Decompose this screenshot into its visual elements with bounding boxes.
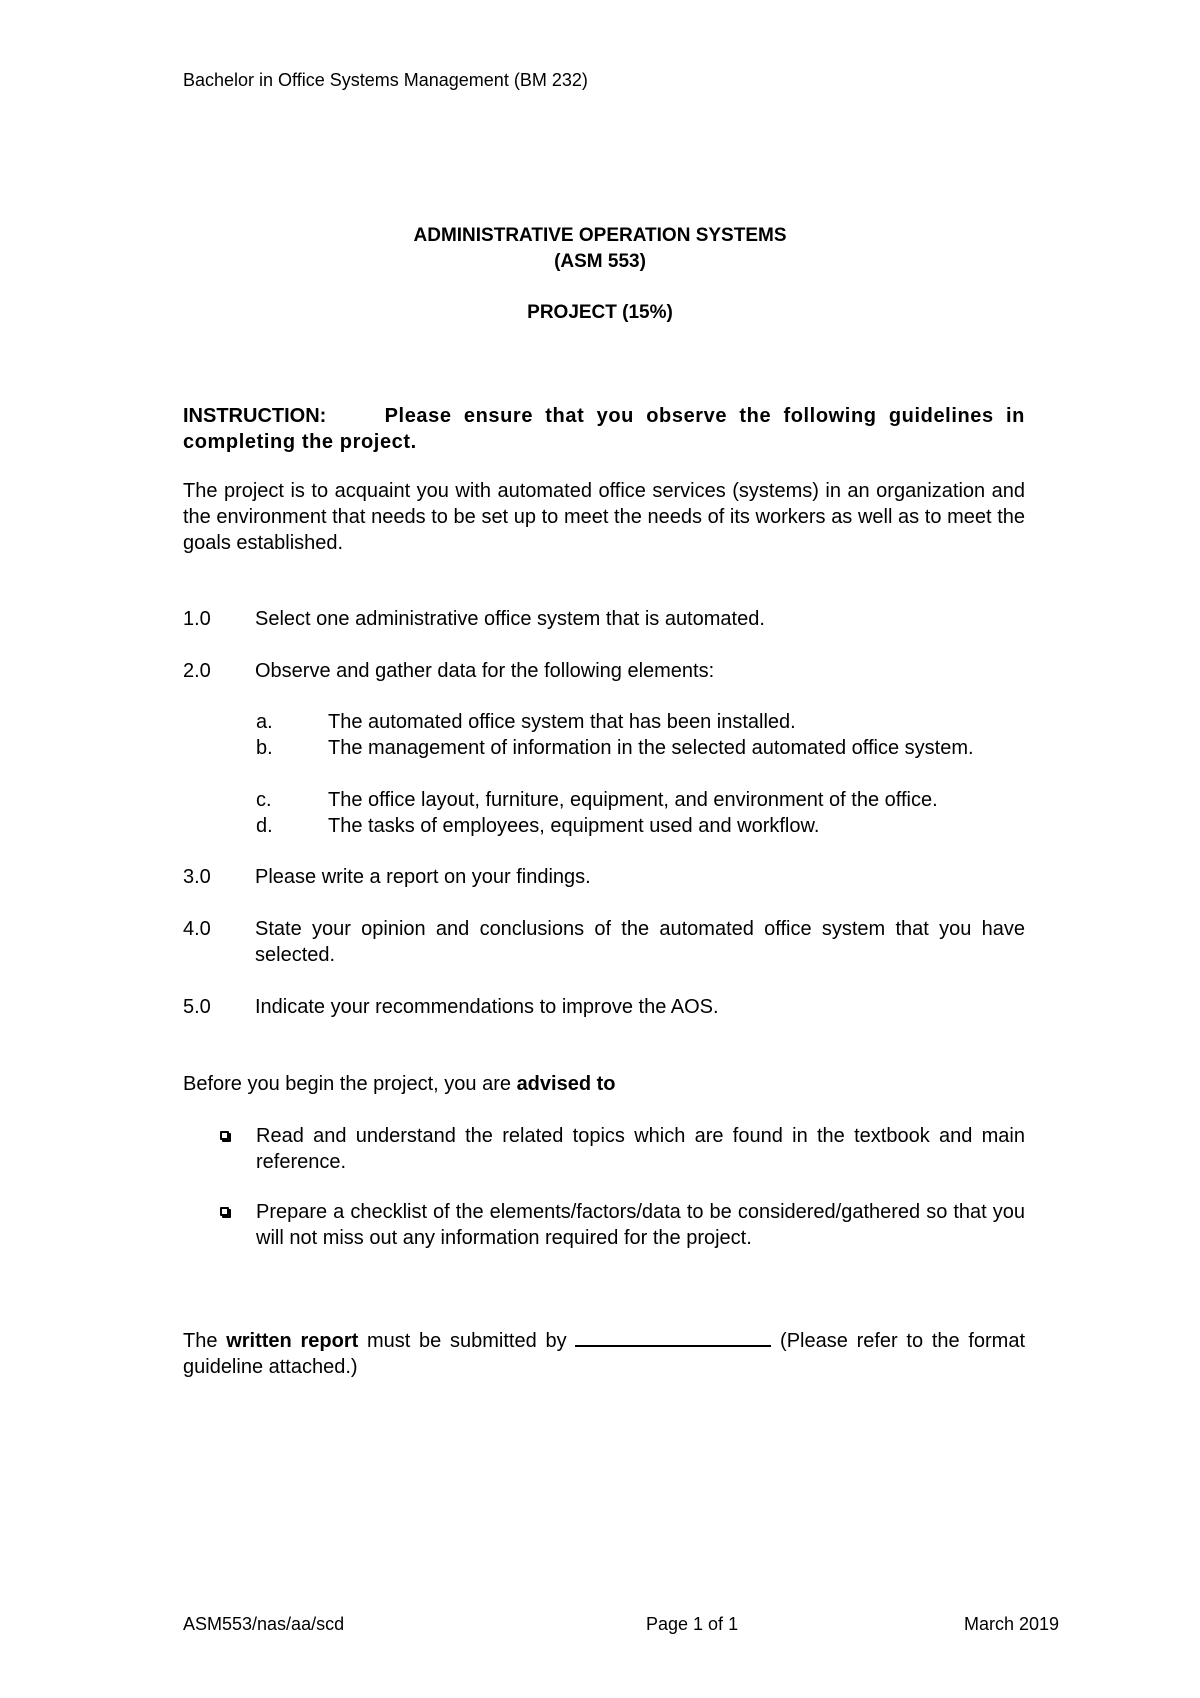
document-title: ADMINISTRATIVE OPERATION SYSTEMS	[413, 225, 787, 246]
item-number: 3.0	[183, 866, 211, 888]
sub-item-text: The automated office system that has been installed.	[328, 711, 796, 733]
submission-prefix: The	[183, 1330, 218, 1352]
bullet-item	[220, 1123, 1025, 1175]
item-number: 4.0	[183, 918, 211, 940]
instruction-text: Please ensure that you observe the following guidelines in completing the project.	[183, 405, 1025, 453]
footer-page-number: Page 1 of 1	[646, 1614, 739, 1634]
bullet-text: Prepare a checklist of the elements/factors/data to be considered/gathered so that you will not miss out any information required for the project.	[256, 1201, 1025, 1249]
course-code: (ASM 553)	[554, 251, 646, 272]
sub-item-text: The management of information in the selected automated office system.	[328, 737, 974, 759]
sub-list-item	[256, 709, 1025, 735]
item-text: Observe and gather data for the following elements:	[255, 660, 715, 682]
item-number: 5.0	[183, 996, 211, 1018]
checkbox-bullet-icon	[220, 1199, 256, 1251]
instruction-paragraph	[183, 403, 1025, 455]
submission-paragraph	[183, 1327, 1025, 1380]
date-blank-line	[575, 1327, 771, 1347]
intro-paragraph: The project is to acquaint you with automated office services (systems) in an organization and the environment that needs to be set up to meet the needs of its workers as well as to meet the goals established.	[183, 480, 1025, 554]
item-text: State your opinion and conclusions of the automated office system that you have selected.	[255, 918, 1025, 966]
bullet-text: Read and understand the related topics which are found in the textbook and main reference.	[256, 1125, 1025, 1173]
item-number: 2.0	[183, 660, 211, 682]
sub-list-item	[256, 813, 1025, 839]
list-item	[183, 916, 1025, 968]
list-item	[183, 606, 1025, 632]
submission-middle: must be submitted by	[367, 1330, 567, 1352]
list-item	[183, 864, 1025, 890]
list-item	[183, 658, 1025, 684]
sub-item-letter: d.	[256, 815, 273, 837]
item-text: Please write a report on your findings.	[255, 866, 591, 888]
item-number: 1.0	[183, 608, 211, 630]
advice-paragraph	[183, 1071, 1025, 1097]
project-weight-heading: PROJECT (15%)	[527, 302, 673, 323]
footer-code: ASM553/nas/aa/scd	[183, 1614, 345, 1634]
advice-prefix: Before you begin the project, you are	[183, 1073, 511, 1095]
sub-item-letter: b.	[256, 737, 273, 759]
sub-item-text: The tasks of employees, equipment used and workflow.	[328, 815, 820, 837]
sub-item-text: The office layout, furniture, equipment, and environment of the office.	[328, 789, 938, 811]
sub-item-letter: a.	[256, 711, 273, 733]
submission-suffix: (Please refer to the format guideline attached.)	[183, 1330, 1026, 1378]
course-header: Bachelor in Office Systems Management (BM 232)	[183, 70, 588, 90]
instruction-label: INSTRUCTION:	[183, 405, 327, 427]
sub-item-letter: c.	[256, 789, 272, 811]
sub-list-item	[256, 787, 1025, 813]
advice-bold: advised to	[516, 1073, 616, 1095]
list-item	[183, 994, 1025, 1020]
bullet-item	[220, 1199, 1025, 1251]
item-text: Indicate your recommendations to improve the AOS.	[255, 996, 719, 1018]
sub-list-item	[256, 735, 1025, 761]
checkbox-bullet-icon	[220, 1123, 256, 1175]
submission-bold: written report	[226, 1330, 359, 1352]
item-text: Select one administrative office system that is automated.	[255, 608, 765, 630]
footer-date: March 2019	[964, 1614, 1060, 1634]
